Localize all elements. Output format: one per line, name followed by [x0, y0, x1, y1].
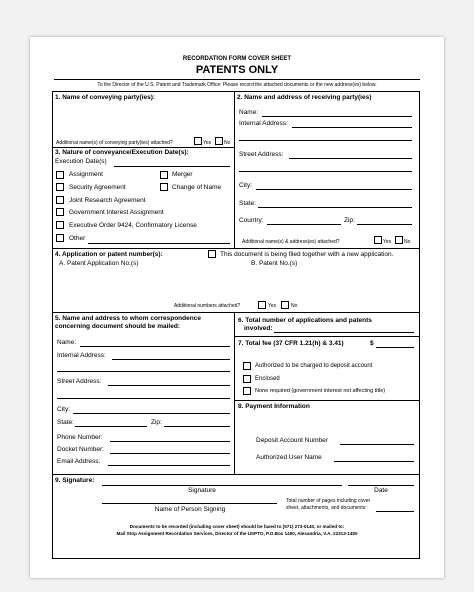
s2-street-field-2[interactable]: [239, 171, 412, 172]
s5-street-field-2[interactable]: [57, 398, 230, 399]
s1-yes-label: Yes: [203, 140, 212, 146]
security-checkbox[interactable]: [56, 183, 64, 191]
other-checkbox[interactable]: [56, 234, 64, 242]
s5-internal-field-2[interactable]: [57, 371, 230, 372]
s5-name-field[interactable]: [80, 346, 230, 347]
s5-phone-label: Phone Number:: [57, 434, 103, 441]
s5-state-label: State:: [57, 419, 74, 426]
divider: [52, 147, 234, 148]
divider: [234, 336, 420, 337]
joint-research-checkbox[interactable]: [56, 196, 64, 204]
s2-country-label: Country:: [239, 217, 264, 224]
s2-street-label: Street Address:: [239, 151, 284, 158]
s5-street-label: Street Address:: [57, 378, 102, 385]
s2-state-field[interactable]: [258, 207, 412, 208]
executive-order-checkbox[interactable]: [56, 221, 64, 229]
divider: [52, 474, 420, 475]
filed-together-checkbox[interactable]: [208, 250, 216, 258]
total-pages-label-2: sheet, attachments, and documents:: [286, 505, 367, 511]
s2-name-label: Name:: [239, 109, 259, 116]
none-required-label: None required (government interest not affecting title): [255, 388, 386, 394]
divider: [234, 400, 420, 401]
none-required-checkbox[interactable]: [243, 387, 251, 395]
government-label: Government Interest Assignment: [69, 209, 164, 216]
s2-additional-label: Additional name(s) & address(es) attached?: [242, 239, 340, 245]
s1-yes-checkbox[interactable]: [194, 137, 202, 145]
exec-date-field[interactable]: [114, 166, 230, 167]
s5-phone-field[interactable]: [110, 441, 230, 442]
other-label: Other: [69, 235, 86, 242]
change-name-label: Change of Name: [172, 184, 222, 191]
column-divider: [234, 91, 235, 248]
s1-no-checkbox[interactable]: [215, 137, 223, 145]
authorized-user-field[interactable]: [334, 461, 414, 462]
s2-city-label: City:: [239, 182, 252, 189]
signature-field[interactable]: [102, 485, 342, 486]
s2-internal-field[interactable]: [292, 127, 412, 128]
s7-fee-field[interactable]: [376, 347, 414, 348]
s2-no-checkbox[interactable]: [395, 236, 403, 244]
s5-state-field[interactable]: [75, 426, 147, 427]
s2-name-field[interactable]: [262, 116, 412, 117]
section-5-label-1: 5. Name and address to whom correspondence: [55, 315, 201, 322]
s5-email-label: Email Address:: [57, 458, 101, 465]
filed-together-label: This document is being filed together with a new application.: [220, 251, 394, 258]
date-caption: Date: [374, 487, 388, 494]
other-field[interactable]: [88, 243, 230, 244]
s2-zip-label: Zip:: [344, 217, 355, 224]
divider: [54, 79, 420, 80]
s4-additional-label: Additional numbers attached?: [174, 303, 241, 309]
section-6-label-2: involved:: [244, 325, 273, 332]
s4-no-checkbox[interactable]: [281, 301, 289, 309]
section-9-label: 9. Signature:: [55, 477, 95, 484]
s5-docket-field[interactable]: [110, 453, 230, 454]
s1-no-label: No: [224, 140, 231, 146]
enclosed-checkbox[interactable]: [243, 375, 251, 383]
assignment-label: Assignment: [69, 171, 103, 178]
section-8-label: 8. Payment Information: [238, 403, 310, 410]
section-5-label-2: concerning document should be mailed:: [55, 323, 180, 330]
date-field[interactable]: [348, 485, 414, 486]
s5-city-field[interactable]: [73, 413, 230, 414]
total-pages-field[interactable]: [376, 511, 414, 512]
s2-internal-field-2[interactable]: [239, 140, 412, 141]
section-3-label: 3. Nature of conveyance/Execution Date(s):: [55, 149, 189, 156]
s2-internal-label: Internal Address:: [239, 120, 288, 127]
name-signing-caption: Name of Person Signing: [154, 506, 226, 513]
s2-yes-checkbox[interactable]: [374, 236, 382, 244]
dollar-sign: $: [370, 340, 374, 347]
s1-additional-label: Additional name(s) of conveying party(ies) attached?: [56, 140, 173, 146]
deposit-charge-label: Authorized to be charged to deposit account: [255, 363, 373, 369]
deposit-account-label: Deposit Account Number: [256, 437, 328, 444]
section-7-label: 7. Total fee (37 CFR 1.21(h) & 3.41): [238, 340, 344, 347]
section-4-label: 4. Application or patent number(s):: [55, 251, 163, 258]
divider: [52, 312, 420, 313]
footer-line-2: Mail Stop Assignment Recordation Services, Director of the USPTO, P.O.Box 1450, Alexandria, V.A. 22313-1450: [116, 531, 358, 536]
s5-zip-field[interactable]: [164, 426, 230, 427]
s6-total-field[interactable]: [274, 332, 414, 333]
name-signing-field[interactable]: [102, 503, 277, 504]
security-label: Security Agreement: [69, 184, 126, 191]
s5-internal-label: Internal Address:: [57, 352, 106, 359]
s5-city-label: City:: [57, 406, 70, 413]
enclosed-label: Enclosed: [255, 376, 280, 382]
section-6-label-1: 6. Total number of applications and patents: [238, 317, 372, 324]
s4-yes-label: Yes: [268, 303, 277, 309]
section-2-label: 2. Name and address of receiving party(ies): [237, 94, 372, 101]
s5-docket-label: Docket Number:: [57, 446, 104, 453]
total-pages-label-1: Total number of pages including cover: [286, 498, 371, 504]
s5-internal-field[interactable]: [112, 359, 230, 360]
executive-order-label: Executive Order 9424, Confirmatory License: [69, 222, 197, 229]
form-sheet: [30, 37, 444, 578]
merger-label: Merger: [172, 171, 193, 178]
s4-no-label: No: [291, 303, 298, 309]
s2-zip-field[interactable]: [357, 224, 412, 225]
merger-checkbox[interactable]: [160, 171, 168, 179]
s2-city-field[interactable]: [256, 189, 412, 190]
joint-research-label: Joint Research Agreement: [69, 197, 146, 204]
deposit-charge-checkbox[interactable]: [243, 362, 251, 370]
s2-no-label: No: [404, 239, 411, 245]
s2-yes-label: Yes: [383, 239, 392, 245]
government-checkbox[interactable]: [56, 208, 64, 216]
s2-state-label: State:: [239, 200, 256, 207]
signature-caption: Signature: [188, 487, 216, 494]
form-title: RECORDATION FORM COVER SHEET: [182, 56, 292, 62]
assignment-checkbox[interactable]: [56, 171, 64, 179]
deposit-account-field[interactable]: [340, 444, 414, 445]
exec-date-label: Execution Date(s): [55, 158, 107, 165]
instruction-text: To the Director of the U.S. Patent and Trademark Office: Please record the attached documents or the new address(es) below.: [97, 82, 377, 88]
change-name-checkbox[interactable]: [160, 183, 168, 191]
s5-street-field[interactable]: [108, 385, 230, 386]
s5-zip-label: Zip:: [151, 419, 162, 426]
authorized-user-label: Authorized User Name: [256, 454, 322, 461]
form-subtitle: PATENTS ONLY: [195, 64, 279, 76]
app-no-label: A. Patent Application No.(s): [59, 260, 139, 267]
s5-name-label: Name:: [57, 339, 77, 346]
s2-street-field[interactable]: [289, 158, 412, 159]
s2-country-field[interactable]: [267, 224, 341, 225]
s5-email-field[interactable]: [108, 465, 230, 466]
s4-yes-checkbox[interactable]: [258, 301, 266, 309]
section-1-label: 1. Name of conveying party(ies):: [55, 94, 156, 101]
patent-no-label: B. Patent No.(s): [251, 260, 298, 267]
footer-line-1: Documents to be recorded (including cover sheet) should be faxed to (571) 273-0140, or mailed to:: [129, 524, 345, 529]
divider: [52, 248, 420, 249]
